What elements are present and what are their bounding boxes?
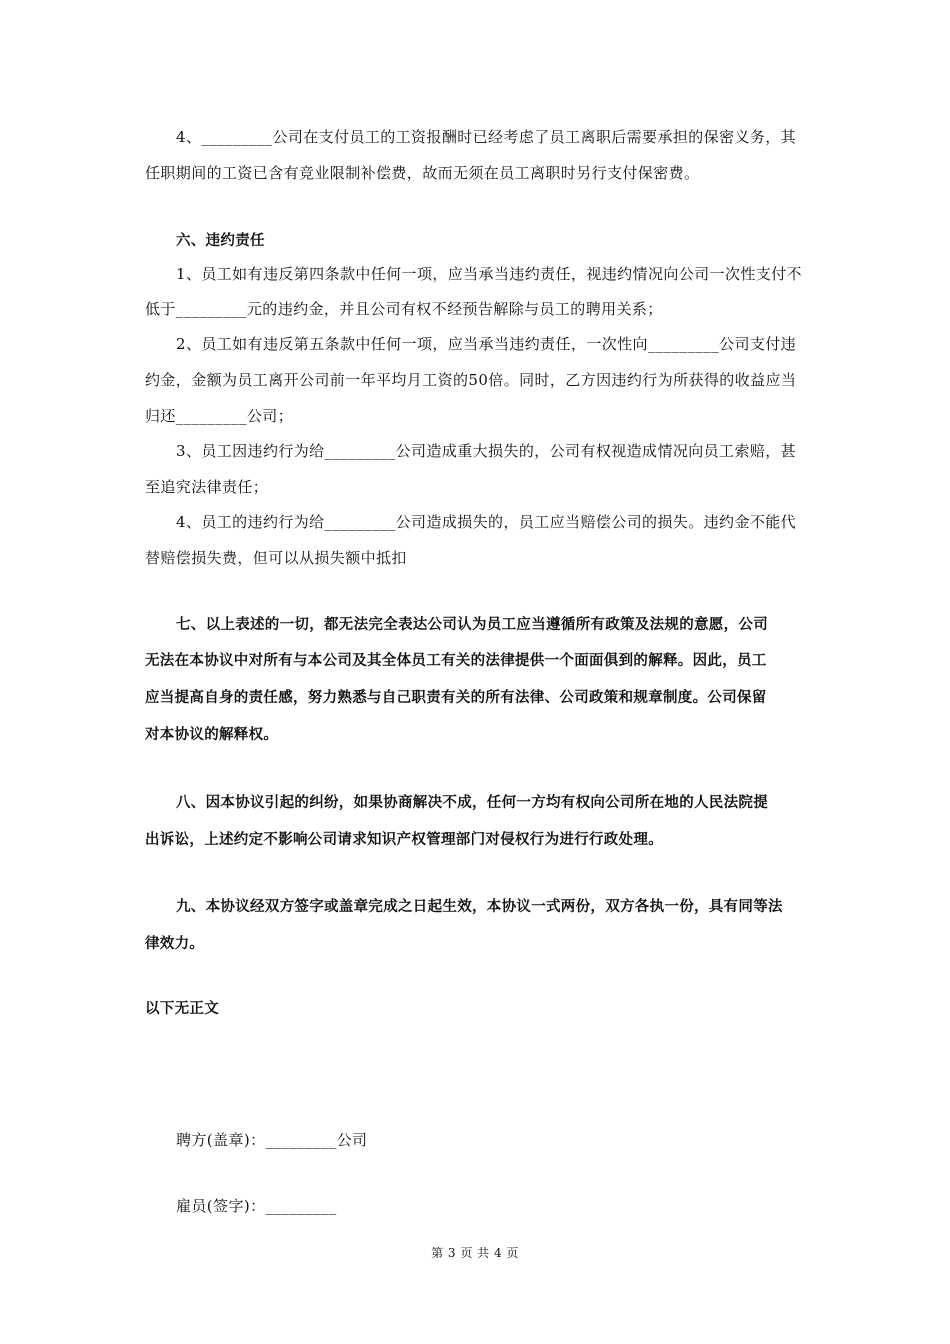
section6-item4-line1: 4、员工的违约行为给_________公司造成损失的，员工应当赔偿公司的损失。违约金不能代 bbox=[176, 513, 797, 531]
section6-item4-line2: 替赔偿损失费，但可以从损失额中抵扣 bbox=[145, 549, 407, 567]
section6-item2-line2: 约金，金额为员工离开公司前一年平均月工资的50倍。同时，乙方因违约行为所获得的收益应当 bbox=[145, 371, 797, 389]
section6-item2-line3: 归还_________公司； bbox=[145, 407, 294, 425]
section9-line2: 律效力。 bbox=[145, 936, 205, 952]
section7-line2: 无法在本协议中对所有与本公司及其全体员工有关的法律提供一个面面俱到的解释。因此，员工 bbox=[145, 653, 767, 669]
section6-heading: 六、违约责任 bbox=[176, 233, 265, 249]
section7-line4: 对本协议的解释权。 bbox=[145, 727, 279, 743]
section8-line2: 出诉讼，上述约定不影响公司请求知识产权管理部门对侵权行为进行行政处理。 bbox=[145, 832, 663, 848]
end-note: 以下无正文 bbox=[145, 1001, 219, 1017]
section7-line3: 应当提高自身的责任感，努力熟悉与自己职责有关的所有法律、公司政策和规章制度。公司保留 bbox=[145, 690, 767, 706]
section6-item3-line1: 3、员工因违约行为给_________公司造成重大损失的，公司有权视造成情况向员工索赔，甚 bbox=[176, 442, 797, 460]
section9-line1: 九、本协议经双方签字或盖章完成之日起生效，本协议一式两份，双方各执一份，具有同等法 bbox=[176, 899, 783, 915]
clause5-item4-line1: 4、_________公司在支付员工的工资报酬时已经考虑了员工离职后需要承担的保密义务，其 bbox=[176, 128, 797, 146]
section8-line1: 八、因本协议引起的纠纷，如果协商解决不成，任何一方均有权向公司所在地的人民法院提 bbox=[176, 795, 768, 811]
employer-signature-line: 聘方(盖章)：_________公司 bbox=[176, 1131, 368, 1149]
section6-item2-line1: 2、员工如有违反第五条款中任何一项，应当承当违约责任，一次性向_________公司支付违 bbox=[176, 335, 797, 353]
page-number-footer: 第 3 页 共 4 页 bbox=[431, 1246, 519, 1260]
clause5-item4-line2: 任职期间的工资已含有竞业限制补偿费，故而无须在员工离职时另行支付保密费。 bbox=[145, 164, 700, 182]
employee-signature-line: 雇员(签字)：_________ bbox=[176, 1197, 337, 1215]
section6-item1-line1: 1、员工如有违反第四条款中任何一项，应当承当违约责任，视违约情况向公司一次性支付不 bbox=[176, 265, 802, 283]
section6-item1-line2: 低于_________元的违约金，并且公司有权不经预告解除与员工的聘用关系； bbox=[145, 300, 663, 318]
section6-item3-line2: 至追究法律责任； bbox=[145, 478, 269, 496]
section7-line1: 七、以上表述的一切，都无法完全表达公司认为员工应当遵循所有政策及法规的意愿，公司 bbox=[176, 617, 768, 633]
